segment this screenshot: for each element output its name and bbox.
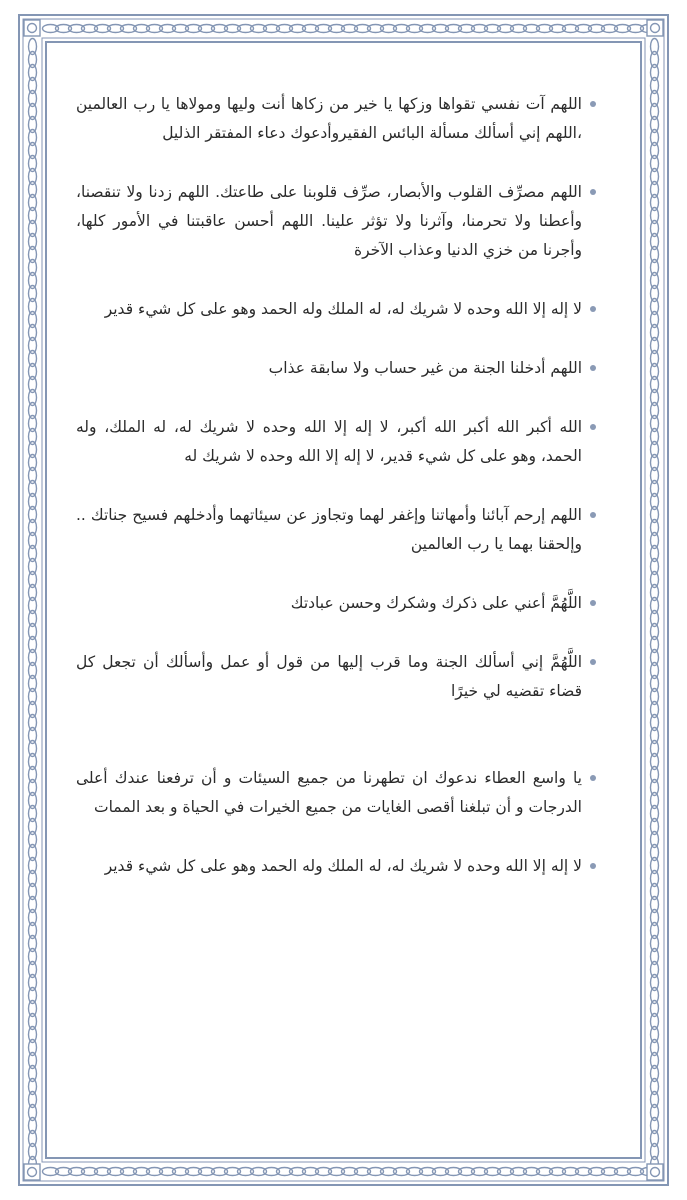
dua-item: [76, 413, 596, 471]
dua-text: اللَّهُمَّ أعني على ذكرك وشكرك وحسن عبادتك: [290, 594, 582, 612]
bullet-icon: [590, 101, 596, 107]
dua-item: [76, 764, 596, 822]
dua-text: يا واسع العطاء ندعوك ان تطهرنا من جميع السيئات و أن ترفعنا عندك أعلى الدرجات و أن تبلغنا أقصى الغايات من جميع الخيرات في الحياة و بعد الممات: [76, 769, 582, 816]
dua-list: [76, 90, 596, 881]
bullet-icon: [590, 659, 596, 665]
bullet-icon: [590, 189, 596, 195]
bullet-icon: [590, 306, 596, 312]
dua-item: [76, 178, 596, 265]
bullet-icon: [590, 600, 596, 606]
dua-text: الله أكبر الله أكبر الله أكبر، لا إله إلا الله وحده لا شريك له، له الملك، وله الحمد، وهو على كل شيء قدير، لا إله إلا الله وحده لا شريك له: [76, 418, 582, 465]
bullet-icon: [590, 365, 596, 371]
dua-text: اللهم مصرِّف القلوب والأبصار، صرِّف قلوبنا على طاعتك. اللهم زدنا ولا تنقصنا، وأعطنا ولا تحرمنا، وآثرنا ولا تؤثر علينا. اللهم أحسن عاقبتنا في الأمور كلها، وأجرنا من خزي الدنيا وعذاب الآخرة: [76, 183, 582, 259]
dua-text: اللَّهُمَّ إني أسألك الجنة وما قرب إليها من قول أو عمل وأسألك أن تجعل كل قضاء تقضيه لي خيرًا: [76, 653, 582, 700]
dua-text: اللهم أدخلنا الجنة من غير حساب ولا سابقة عذاب: [268, 359, 582, 377]
dua-item: [76, 295, 596, 324]
dua-item: [76, 648, 596, 706]
dua-item: [76, 501, 596, 559]
bullet-icon: [590, 775, 596, 781]
bullet-icon: [590, 863, 596, 869]
dua-text: اللهم آت نفسي تقواها وزكها يا خير من زكاها أنت وليها ومولاها يا رب العالمين ،اللهم إني أسألك مسألة البائس الفقيروأدعوك دعاء المفتقر الذليل: [76, 95, 582, 142]
dua-text: لا إله إلا الله وحده لا شريك له، له الملك وله الحمد وهو على كل شيء قدير: [104, 857, 582, 875]
dua-list-container: [76, 90, 596, 1100]
dua-item: [76, 354, 596, 383]
dua-item: [76, 90, 596, 148]
dua-text: اللهم إرحم آبائنا وأمهاتنا وإغفر لهما وتجاوز عن سيئاتهما وأدخلهم فسيح جناتك .. وإلحقنا بهما يا رب العالمين: [76, 506, 582, 553]
dua-item: [76, 589, 596, 618]
bullet-icon: [590, 424, 596, 430]
dua-item: [76, 852, 596, 881]
dua-text: لا إله إلا الله وحده لا شريك له، له الملك وله الحمد وهو على كل شيء قدير: [104, 300, 582, 318]
bullet-icon: [590, 512, 596, 518]
